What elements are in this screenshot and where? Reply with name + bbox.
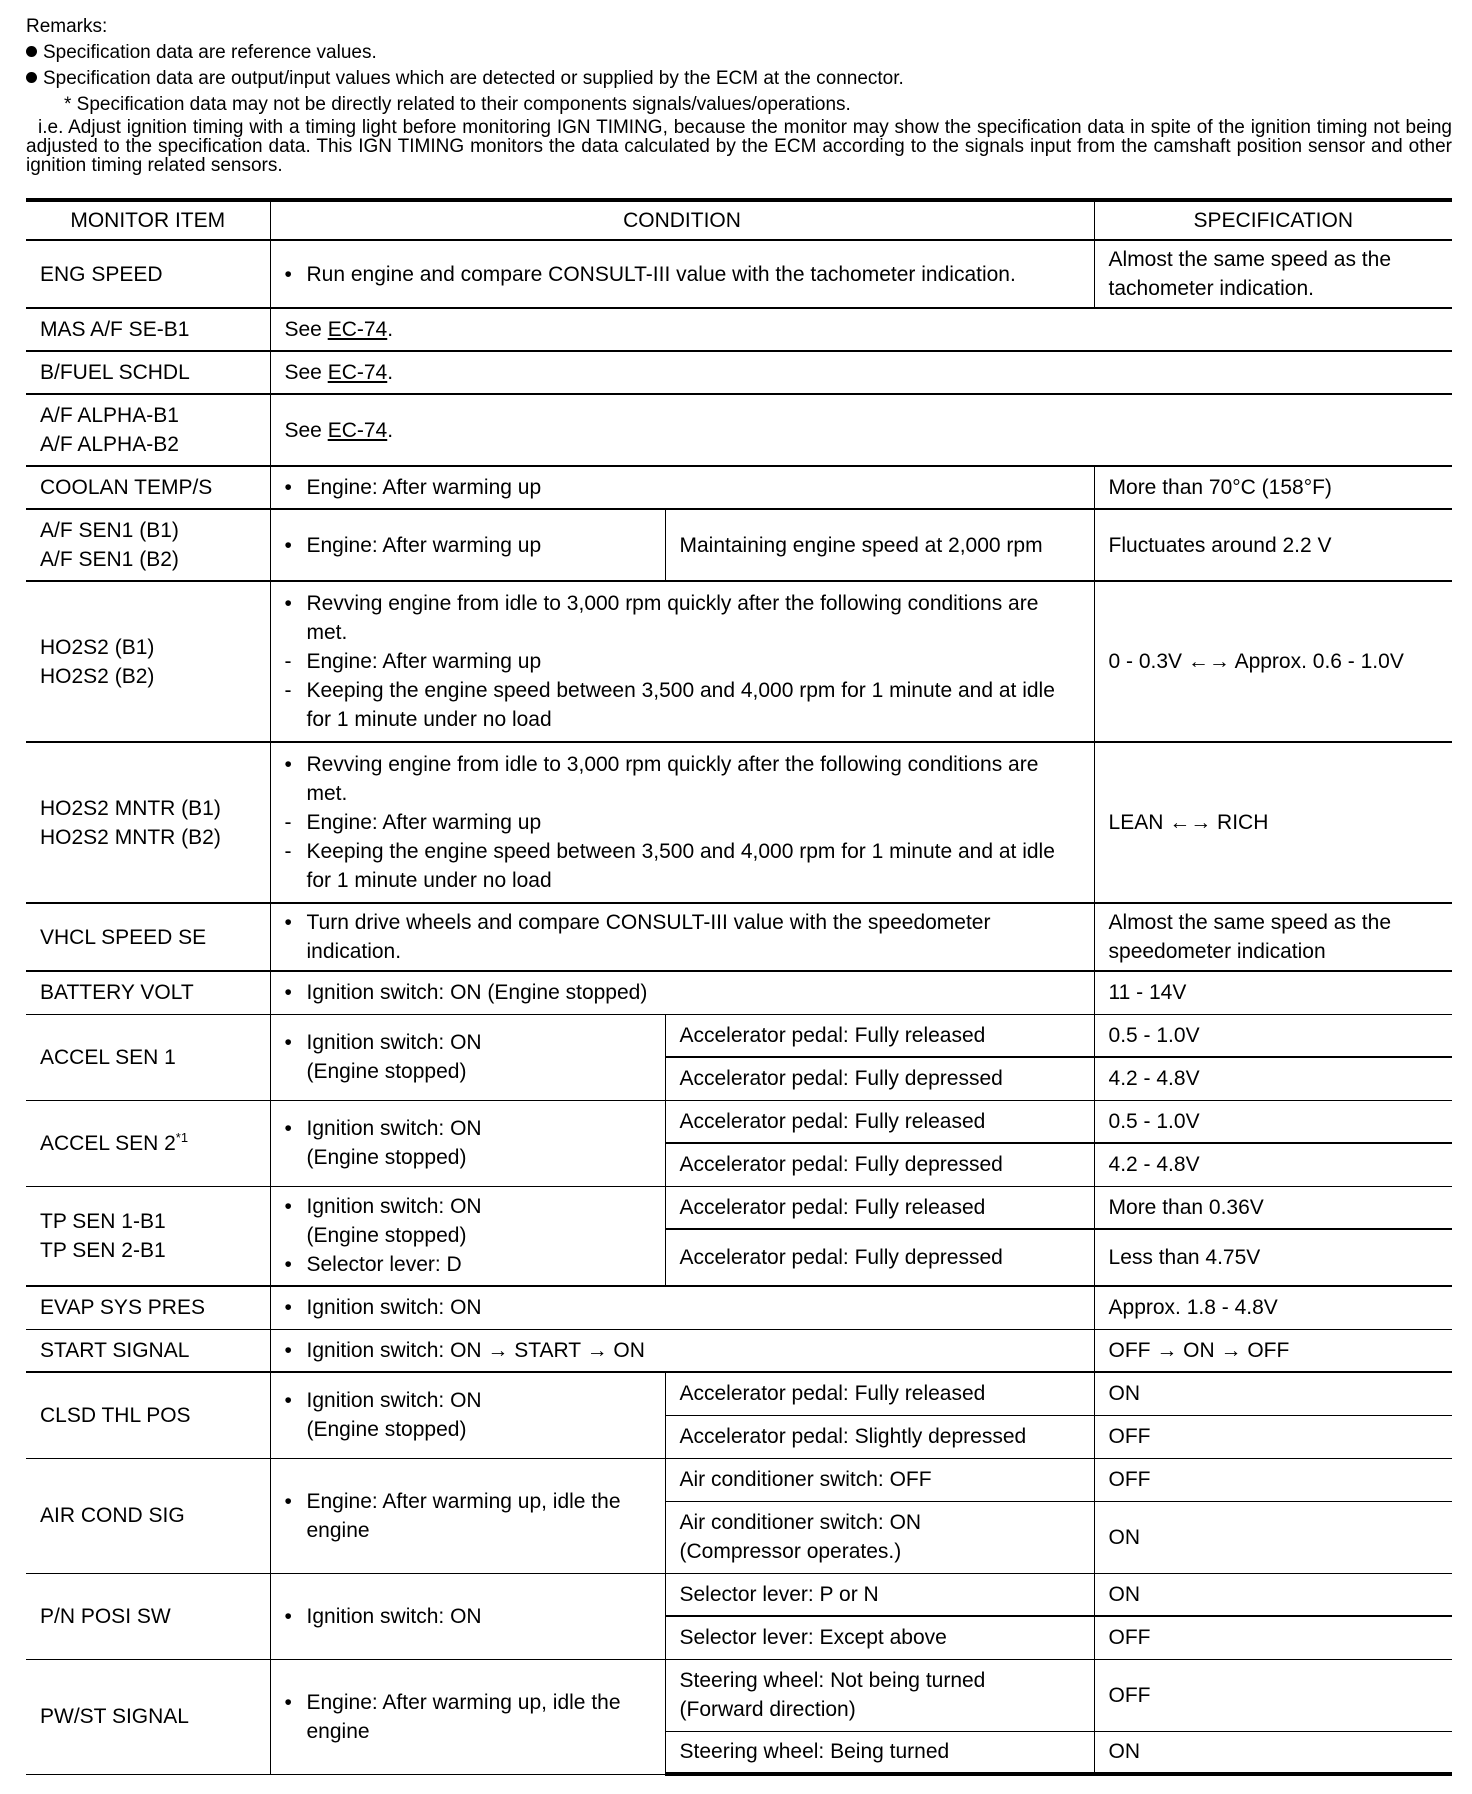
monitor-item: ACCEL SEN 1 bbox=[26, 1014, 270, 1100]
monitor-item: P/N POSI SW bbox=[26, 1573, 270, 1659]
sub-condition: Accelerator pedal: Fully released bbox=[665, 1100, 1094, 1143]
monitor-item: HO2S2 MNTR (B1) HO2S2 MNTR (B2) bbox=[26, 742, 270, 903]
remarks-section bbox=[26, 14, 1452, 175]
condition: See EC-74. bbox=[270, 351, 1452, 394]
sub-condition: Maintaining engine speed at 2,000 rpm bbox=[665, 509, 1094, 581]
monitor-item: CLSD THL POS bbox=[26, 1372, 270, 1458]
specification: More than 70°C (158°F) bbox=[1094, 466, 1452, 509]
condition: • Ignition switch: ON (Engine stopped) bbox=[270, 1014, 665, 1100]
specification: Less than 4.75V bbox=[1094, 1229, 1452, 1286]
specification: More than 0.36V bbox=[1094, 1186, 1452, 1229]
specification: Almost the same speed as the tachometer indication. bbox=[1094, 240, 1452, 308]
table-row bbox=[26, 1286, 1452, 1329]
table-header-row bbox=[26, 200, 1452, 240]
specification: LEAN ←→ RICH bbox=[1094, 742, 1452, 903]
condition: • Engine: After warming up, idle the engine bbox=[270, 1458, 665, 1573]
sub-condition: Steering wheel: Not being turned (Forward direction) bbox=[665, 1659, 1094, 1731]
specification: OFF bbox=[1094, 1659, 1452, 1731]
table-row bbox=[26, 351, 1452, 394]
monitor-item: A/F ALPHA-B1 A/F ALPHA-B2 bbox=[26, 394, 270, 466]
specification: ON bbox=[1094, 1573, 1452, 1616]
sub-condition: Air conditioner switch: ON (Compressor operates.) bbox=[665, 1501, 1094, 1573]
table-row bbox=[26, 1372, 1452, 1415]
condition: • Revving engine from idle to 3,000 rpm quickly after the following conditions are met. - Engine: After warming up - Keeping the engine speed between 3,500 and 4,000 rpm for 1 minute and at idle for 1 minute under no load bbox=[270, 581, 1094, 742]
table-row bbox=[26, 394, 1452, 466]
table-row bbox=[26, 1186, 1452, 1229]
monitor-item: AIR COND SIG bbox=[26, 1458, 270, 1573]
condition: • Engine: After warming up bbox=[270, 466, 1094, 509]
monitor-item: TP SEN 1-B1 TP SEN 2-B1 bbox=[26, 1186, 270, 1286]
sub-condition: Accelerator pedal: Fully depressed bbox=[665, 1229, 1094, 1286]
table-row bbox=[26, 971, 1452, 1014]
table-row bbox=[26, 509, 1452, 581]
monitor-item: A/F SEN1 (B1) A/F SEN1 (B2) bbox=[26, 509, 270, 581]
condition: • Ignition switch: ON → START → ON bbox=[270, 1329, 1094, 1372]
specification: 0 - 0.3V ←→ Approx. 0.6 - 1.0V bbox=[1094, 581, 1452, 742]
ec-74-link[interactable]: EC-74 bbox=[327, 318, 388, 341]
condition: • Turn drive wheels and compare CONSULT-III value with the speedometer indication. bbox=[270, 903, 1094, 971]
remarks-bullet: Specification data are reference values. bbox=[26, 40, 1452, 66]
table-row bbox=[26, 466, 1452, 509]
specification: OFF bbox=[1094, 1458, 1452, 1501]
sub-condition: Selector lever: Except above bbox=[665, 1616, 1094, 1659]
specification: ON bbox=[1094, 1372, 1452, 1415]
monitor-item: ACCEL SEN 2$^{*1}$ bbox=[26, 1100, 270, 1186]
condition: • Ignition switch: ON (Engine stopped) bbox=[270, 1372, 665, 1458]
specification: ON bbox=[1094, 1731, 1452, 1774]
monitor-item: HO2S2 (B1) HO2S2 (B2) bbox=[26, 581, 270, 742]
header-monitor-item: MONITOR ITEM bbox=[26, 200, 270, 240]
sub-condition: Accelerator pedal: Slightly depressed bbox=[665, 1415, 1094, 1458]
sub-condition: Accelerator pedal: Fully released bbox=[665, 1186, 1094, 1229]
sub-condition: Accelerator pedal: Fully released bbox=[665, 1014, 1094, 1057]
ec-74-link[interactable]: EC-74 bbox=[327, 418, 388, 442]
monitor-item: COOLAN TEMP/S bbox=[26, 466, 270, 509]
header-condition: CONDITION bbox=[270, 200, 1094, 240]
bullet-dot-icon bbox=[26, 72, 37, 83]
specification: OFF bbox=[1094, 1415, 1452, 1458]
sub-condition: Steering wheel: Being turned bbox=[665, 1731, 1094, 1774]
condition: • Engine: After warming up bbox=[270, 509, 665, 581]
table-row bbox=[26, 1573, 1452, 1616]
specification: 4.2 - 4.8V bbox=[1094, 1143, 1452, 1186]
table-row bbox=[26, 308, 1452, 351]
table-row bbox=[26, 742, 1452, 903]
remarks-title: Remarks: bbox=[26, 16, 108, 37]
table-row bbox=[26, 1100, 1452, 1143]
remarks-ie-text: i.e. Adjust ignition timing with a timing light before monitoring IGN TIMING, because the monitor may show the specification data in spite of the ignition timing not being adjusted to the specification data. This IGN TIMING monitors the data calculated by the ECM according to the signals input from the camshaft position sensor and other ignition timing related sensors. bbox=[26, 117, 1452, 176]
table-row bbox=[26, 1458, 1452, 1501]
specification: OFF → ON → OFF bbox=[1094, 1329, 1452, 1372]
specification: Almost the same speed as the speedometer indication bbox=[1094, 903, 1452, 971]
specification: 0.5 - 1.0V bbox=[1094, 1014, 1452, 1057]
condition: • Ignition switch: ON (Engine stopped) bbox=[270, 971, 1094, 1014]
sub-condition: Air conditioner switch: OFF bbox=[665, 1458, 1094, 1501]
condition: • Ignition switch: ON (Engine stopped) bbox=[270, 1100, 665, 1186]
remarks-bullet: Specification data are output/input values which are detected or supplied by the ECM at the connector. bbox=[26, 66, 1452, 92]
specification: OFF bbox=[1094, 1616, 1452, 1659]
condition: See EC-74. bbox=[270, 394, 1452, 466]
specification: 0.5 - 1.0V bbox=[1094, 1100, 1452, 1143]
condition: • Engine: After warming up, idle the engine bbox=[270, 1659, 665, 1774]
table-row bbox=[26, 1014, 1452, 1057]
specification: 11 - 14V bbox=[1094, 971, 1452, 1014]
monitor-item: BATTERY VOLT bbox=[26, 971, 270, 1014]
table-row bbox=[26, 240, 1452, 308]
condition: See EC-74. bbox=[270, 308, 1452, 351]
specification: 4.2 - 4.8V bbox=[1094, 1057, 1452, 1100]
monitor-item: VHCL SPEED SE bbox=[26, 903, 270, 971]
monitor-item: EVAP SYS PRES bbox=[26, 1286, 270, 1329]
header-specification: SPECIFICATION bbox=[1094, 200, 1452, 240]
monitor-item: PW/ST SIGNAL bbox=[26, 1659, 270, 1774]
bullet-dot-icon bbox=[26, 46, 37, 57]
condition: • Ignition switch: ON bbox=[270, 1286, 1094, 1329]
condition: • Run engine and compare CONSULT-III value with the tachometer indication. bbox=[270, 240, 1094, 308]
specification: Approx. 1.8 - 4.8V bbox=[1094, 1286, 1452, 1329]
table-row bbox=[26, 1329, 1452, 1372]
sub-condition: Accelerator pedal: Fully depressed bbox=[665, 1057, 1094, 1100]
condition: • Ignition switch: ON bbox=[270, 1573, 665, 1659]
monitor-item: MAS A/F SE-B1 bbox=[26, 308, 270, 351]
monitor-spec-table bbox=[26, 198, 1452, 1776]
sub-condition: Accelerator pedal: Fully depressed bbox=[665, 1143, 1094, 1186]
ec-74-link[interactable]: EC-74 bbox=[327, 361, 388, 384]
sub-condition: Accelerator pedal: Fully released bbox=[665, 1372, 1094, 1415]
condition: • Ignition switch: ON (Engine stopped) • Selector lever: D bbox=[270, 1186, 665, 1286]
table-row bbox=[26, 1659, 1452, 1731]
remarks-note: * Specification data may not be directly related to their components signals/values/operations. bbox=[64, 94, 851, 115]
monitor-item: ENG SPEED bbox=[26, 240, 270, 308]
table-row bbox=[26, 581, 1452, 742]
specification: ON bbox=[1094, 1501, 1452, 1573]
sub-condition: Selector lever: P or N bbox=[665, 1573, 1094, 1616]
table-row bbox=[26, 903, 1452, 971]
monitor-item: B/FUEL SCHDL bbox=[26, 351, 270, 394]
specification: Fluctuates around 2.2 V bbox=[1094, 509, 1452, 581]
condition: • Revving engine from idle to 3,000 rpm quickly after the following conditions are met. - Engine: After warming up - Keeping the engine speed between 3,500 and 4,000 rpm for 1 minute and at idle for 1 minute under no load bbox=[270, 742, 1094, 903]
monitor-item: START SIGNAL bbox=[26, 1329, 270, 1372]
